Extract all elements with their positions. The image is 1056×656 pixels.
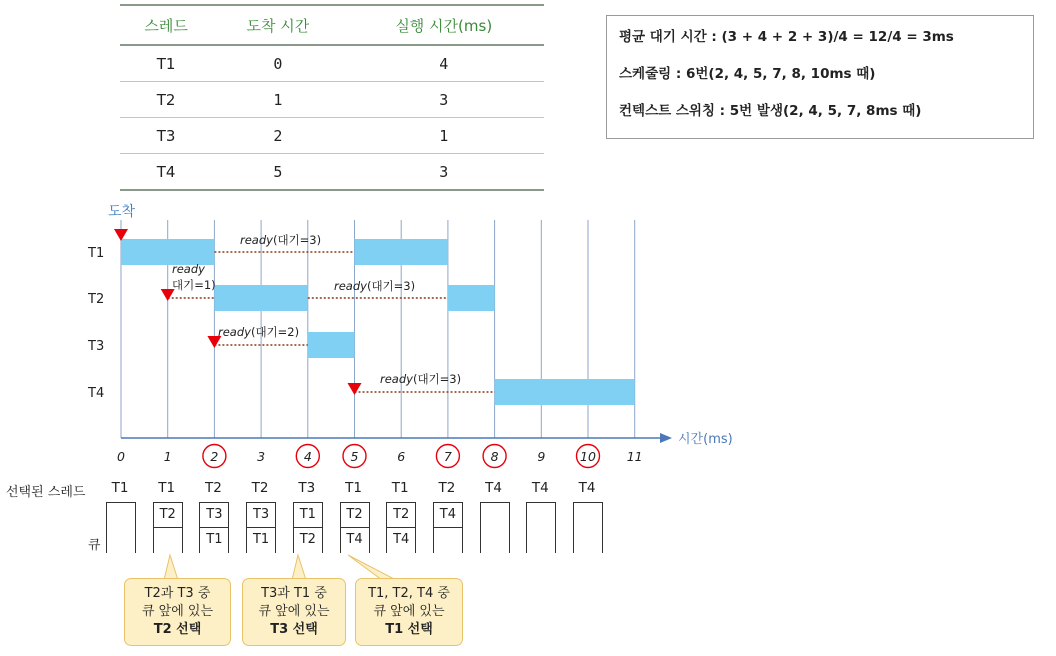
callout-pointer xyxy=(292,555,306,580)
tick-label: 2 xyxy=(210,449,219,464)
queue-cell: T1 xyxy=(252,532,270,547)
selected-thread: T1 xyxy=(111,480,129,496)
queue-cell: T2 xyxy=(299,532,316,547)
tick-label: 11 xyxy=(626,449,643,464)
selected-thread: T4 xyxy=(485,480,503,496)
callout-line: 큐 앞에 있는 xyxy=(141,604,214,619)
axis-label: 시간(ms) xyxy=(678,432,733,447)
cell-arrival: 2 xyxy=(212,118,343,154)
annotation-t2-wait1-top: ready xyxy=(172,262,205,276)
queue-cell: T2 xyxy=(341,503,369,528)
callout-line: 큐 앞에 있는 xyxy=(258,604,330,619)
scheduling-count-text: 스케줄링 : 6번(2, 4, 5, 7, 8, 10ms 때) xyxy=(619,66,876,82)
arrival-label: 도착 xyxy=(108,204,136,220)
header-arrival: 도착 시간 xyxy=(212,5,343,45)
selected-thread: T1 xyxy=(158,480,176,496)
cell-exec: 1 xyxy=(344,118,545,154)
selected-thread: T3 xyxy=(298,480,316,496)
annotation-t4-wait: ready(대기=3) xyxy=(380,372,462,386)
row-label: T1 xyxy=(88,246,105,261)
annotation-t3-wait: ready(대기=2) xyxy=(218,325,300,339)
avg-wait-text: 평균 대기 시간 : (3 + 4 + 2 + 3)/4 = 12/4 = 3ms xyxy=(619,29,954,45)
callout-t1 xyxy=(355,578,463,646)
cell-arrival: 5 xyxy=(212,154,343,191)
row-label: T4 xyxy=(88,386,105,401)
annotation-t1-wait: ready(대기=3) xyxy=(240,233,322,247)
cell-thread: T3 xyxy=(120,118,212,154)
cell-arrival: 1 xyxy=(212,82,343,118)
queue-cell: T3 xyxy=(200,503,228,528)
selected-thread: T4 xyxy=(531,480,549,496)
tick-label: 1 xyxy=(163,449,172,464)
selected-thread: T2 xyxy=(251,480,269,496)
callout-line: T2 선택 xyxy=(153,622,202,637)
queue-cell: T2 xyxy=(387,503,415,528)
tick-label: 3 xyxy=(257,449,266,464)
row-label: T2 xyxy=(88,292,105,307)
queue-cell: T3 xyxy=(247,503,275,528)
tick-label: 5 xyxy=(350,449,359,464)
queue-label: 큐 xyxy=(88,538,101,553)
callout-pointer xyxy=(348,555,396,580)
callout-line: T1, T2, T4 중 xyxy=(368,586,450,601)
queue-cell: T4 xyxy=(346,532,363,547)
cell-thread: T4 xyxy=(120,154,212,191)
header-exec: 실행 시간(ms) xyxy=(344,5,545,45)
cell-thread: T1 xyxy=(120,45,212,82)
selected-thread: T1 xyxy=(391,480,409,496)
tick-label: 9 xyxy=(537,449,546,464)
tick-label: 0 xyxy=(117,449,125,464)
selected-thread: T2 xyxy=(438,480,456,496)
annotation-t2-wait2: ready(대기=3) xyxy=(334,279,416,293)
queue-cell: T4 xyxy=(393,532,410,547)
callout-line: T2과 T3 중 xyxy=(144,586,211,601)
tick-label: 6 xyxy=(397,449,406,464)
selected-thread: T4 xyxy=(578,480,596,496)
tick-label: 4 xyxy=(303,449,312,464)
header-thread: 스레드 xyxy=(120,5,212,45)
queue-cell: T1 xyxy=(294,503,322,528)
callout-t2 xyxy=(124,578,231,646)
tick-label: 10 xyxy=(580,449,596,464)
queue-cell: T2 xyxy=(154,503,182,528)
callout-line: T3 선택 xyxy=(270,622,318,637)
callout-pointer xyxy=(164,555,178,580)
cell-exec: 3 xyxy=(344,154,545,191)
cell-exec: 3 xyxy=(344,82,545,118)
annotation-t2-wait1-bottom: 대기=1) xyxy=(172,278,216,292)
callout-line: T3과 T1 중 xyxy=(261,586,327,601)
row-label: T3 xyxy=(88,339,105,354)
callout-t3 xyxy=(242,578,346,646)
cell-exec: 4 xyxy=(344,45,545,82)
callout-line: 큐 앞에 있는 xyxy=(373,604,445,619)
tick-label: 8 xyxy=(490,449,499,464)
cell-thread: T2 xyxy=(120,82,212,118)
tick-label: 7 xyxy=(443,449,452,464)
queue-cell: T1 xyxy=(206,532,223,547)
context-switch-text: 컨텍스트 스위칭 : 5번 발생(2, 4, 5, 7, 8ms 때) xyxy=(619,103,922,119)
queue-cell: T4 xyxy=(434,503,462,528)
callout-line: T1 선택 xyxy=(385,622,433,637)
cell-arrival: 0 xyxy=(212,45,343,82)
selected-thread: T1 xyxy=(345,480,362,496)
selected-thread: T2 xyxy=(204,480,222,496)
selected-thread-label: 선택된 스레드 xyxy=(6,485,86,500)
